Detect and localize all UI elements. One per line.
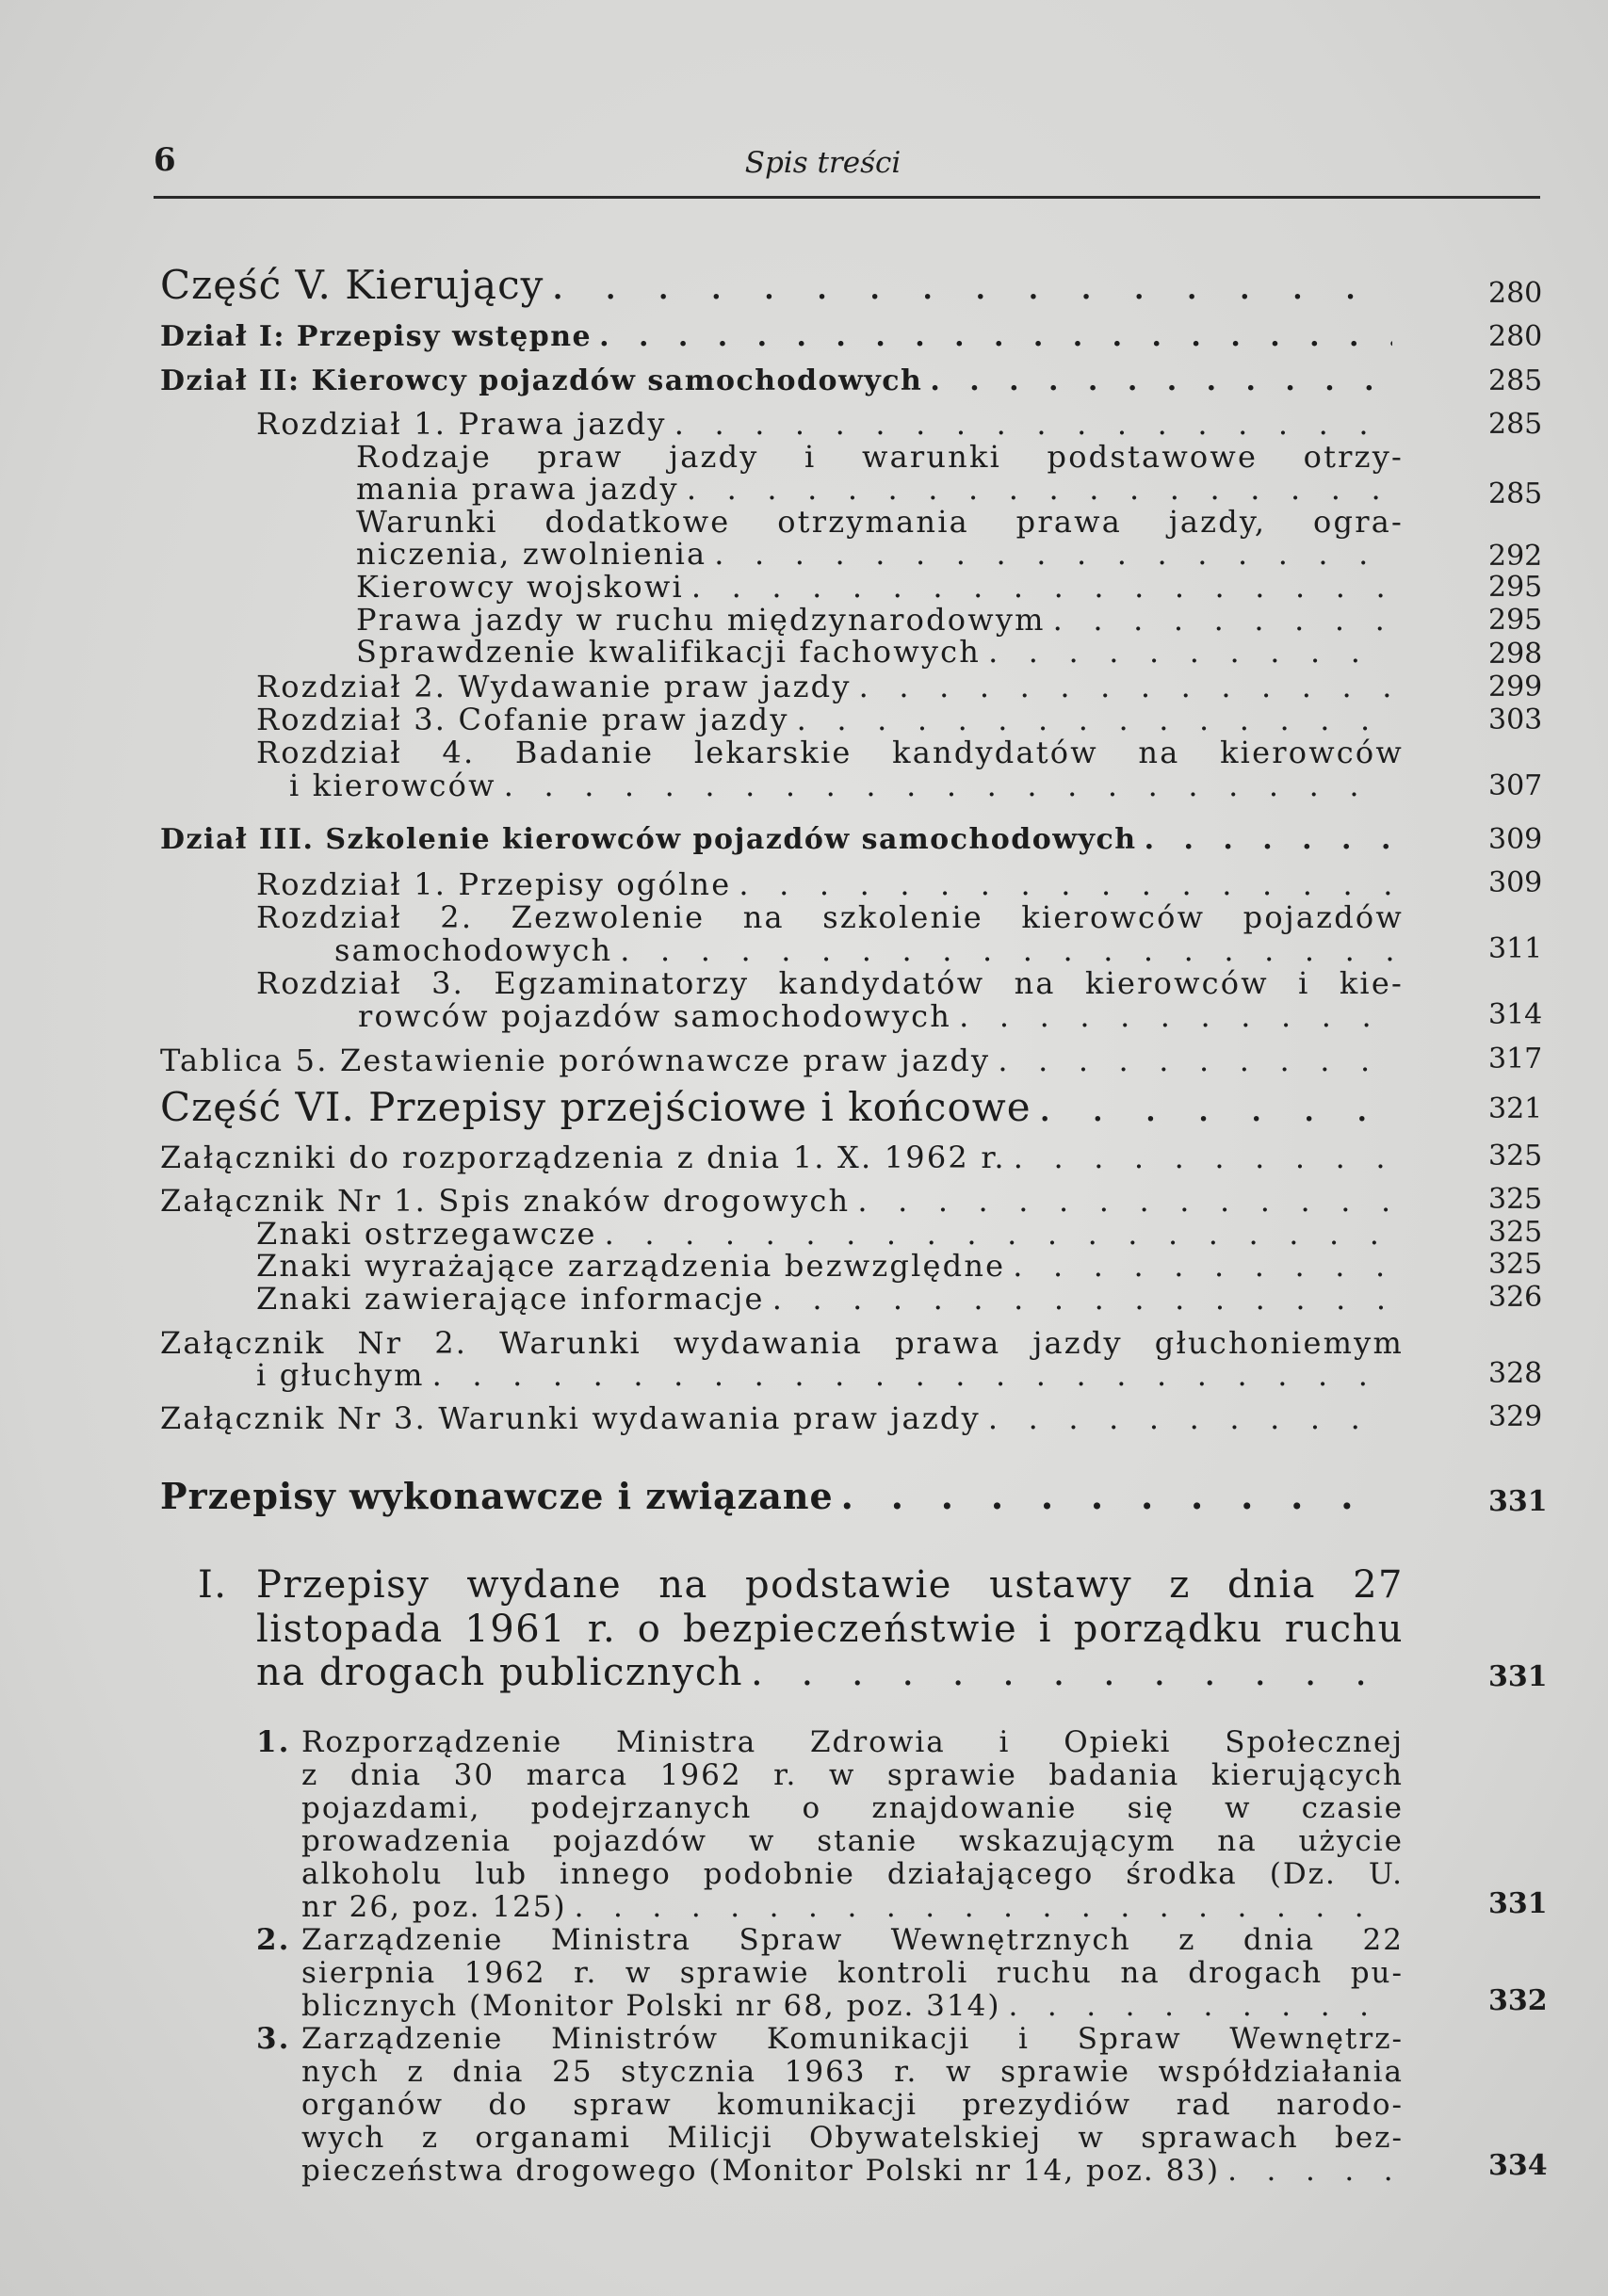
toc-entry-part6[interactable] [160,1084,1404,1130]
toc-entry-label: Załączniki do rozporządzenia z dnia 1. X. 1962 r. [160,1140,1006,1175]
item1-line5: alkoholu lub innego podobnie działającego środka (Dz. U. [301,1857,1404,1891]
section-title-line1: Przepisy wydane na podstawie ustawy z dnia 27 [256,1563,1404,1607]
toc-page-number: 331 [1488,1485,1548,1518]
toc-page-number: 285 [1488,408,1543,441]
toc-entry-r1c[interactable] [356,569,1404,605]
toc-entry-tablica5[interactable] [160,1043,1404,1078]
toc-entry-label: rowców pojazdów samochodowych [358,998,952,1034]
toc-entry-dzial1[interactable] [160,320,1404,353]
toc-entry-d3r2[interactable] [334,932,1404,968]
toc-entry-d3r2-line1: Rozdział 2. Zezwolenie na szkolenie kierowców pojazdów [256,899,1404,935]
toc-entry-label: Rozdział 1. Prawa jazdy [256,406,667,442]
list-item-number: 1. [256,1725,291,1759]
toc-entry-item1[interactable] [301,1890,1404,1924]
toc-entry-r2[interactable] [256,671,1404,702]
toc-entry-r3[interactable] [256,704,1404,735]
toc-entry-item2[interactable] [301,1989,1404,2023]
toc-page-number: 295 [1488,571,1543,604]
toc-entry-zal2[interactable] [256,1357,1404,1393]
item3-line3: organów do spraw komunikacji prezydiów rad narodo- [301,2088,1404,2122]
toc-page-number: 331 [1488,1660,1548,1693]
item3-line2: nych z dnia 25 stycznia 1963 r. w sprawie współdziałania [301,2055,1404,2089]
toc-page-number: 298 [1488,638,1543,671]
toc-page-number: 329 [1488,1400,1543,1433]
item3-line1: Zarządzenie Ministrów Komunikacji i Spraw Wewnętrz- [301,2022,1404,2056]
item2-line2: sierpnia 1962 r. w sprawie kontroli ruchu na drogach pu- [301,1956,1404,1990]
toc-entry-label: Dział I: Przepisy wstępne [160,320,593,353]
leader-dots [797,704,1392,735]
leader-dots [1053,605,1392,635]
item3-line4: wych z organami Milicji Obywatelskiej w sprawach bez- [301,2121,1404,2155]
toc-entry-section1[interactable] [256,1651,1404,1694]
toc-page-number: 317 [1488,1043,1543,1075]
toc-entry-r1e[interactable] [356,634,1404,670]
toc-entry-r1d[interactable] [356,602,1404,638]
toc-entry-label: Znaki zawierające informacje [256,1281,765,1317]
toc-entry-zal3[interactable] [160,1400,1404,1436]
list-item-number: 2. [256,1923,291,1957]
toc-page-number: 299 [1488,671,1543,703]
leader-dots [714,539,1392,569]
item2-line1: Zarządzenie Ministra Spraw Wewnętrznych z dnia 22 [301,1923,1404,1957]
leader-dots [739,869,1392,899]
toc-page-number: 321 [1488,1092,1543,1125]
toc-page-number: 325 [1488,1140,1543,1172]
toc-entry-label: Dział III. Szkolenie kierowców pojazdów samochodowych [160,823,1137,856]
toc-page-number: 325 [1488,1216,1543,1249]
item1-line4: prowadzenia pojazdów w stanie wskazującym na użycie [301,1824,1404,1858]
toc-entry-zal1[interactable] [160,1183,1404,1219]
toc-page-number: 328 [1488,1357,1543,1390]
item1-line2: z dnia 30 marca 1962 r. w sprawie badania kierujących [301,1758,1404,1792]
leader-dots [691,572,1392,602]
toc-page-number: 309 [1488,866,1543,899]
leader-dots [504,770,1392,800]
toc-entry-r4-line1: Rozdział 4. Badanie lekarskie kandydatów na kierowców [256,735,1404,770]
toc-entry-label: i głuchym [256,1357,425,1393]
leader-dots [859,671,1392,702]
toc-entry-r1b-line1: Warunki dodatkowe otrzymania prawa jazdy, ogra- [356,504,1404,540]
toc-entry-r1[interactable] [256,406,1404,442]
toc-page-number: 292 [1488,540,1543,573]
toc-entry-label: Przepisy wykonawcze i związane [160,1475,834,1517]
leader-dots [988,637,1392,667]
leader-dots [1008,1992,1392,2021]
toc-entry-label: Sprawdzenie kwalifikacji fachowych [356,634,982,670]
toc-entry-r1a-line1: Rodzaje praw jazdy i warunki podstawowe otrzy- [356,439,1404,475]
leader-dots [1039,1088,1392,1127]
header-rule [154,196,1540,199]
toc-page-number: 334 [1488,2149,1548,2182]
toc-entry-z1c[interactable] [256,1281,1404,1317]
toc-page-number: 309 [1488,823,1543,856]
leader-dots [959,1001,1392,1031]
toc-page-number: 285 [1488,364,1543,397]
leader-dots [751,1654,1392,1691]
toc-entry-label: Rozdział 1. Przepisy ogólne [256,866,732,902]
toc-entry-part5[interactable] [160,262,1404,308]
leader-dots [674,409,1392,439]
toc-entry-z1b[interactable] [256,1248,1404,1284]
toc-entry-zal2-line1: Załącznik Nr 2. Warunki wydawania prawa jazdy głuchoniemym [160,1325,1404,1361]
leader-dots [687,474,1392,504]
toc-page-number: 332 [1488,1984,1548,2017]
toc-page-number: 280 [1488,277,1543,310]
leader-dots [857,1186,1392,1216]
toc-page-number: 325 [1488,1248,1543,1281]
toc-entry-label: Załącznik Nr 3. Warunki wydawania praw jazdy [160,1400,981,1436]
section-title-line2: listopada 1961 r. o bezpieczeństwie i porządku ruchu [256,1608,1404,1651]
toc-entry-label: Znaki wyrażające zarządzenia bezwzględne [256,1248,1006,1284]
toc-entry-executive-regulations[interactable] [160,1475,1404,1517]
toc-entry-item3[interactable] [301,2154,1404,2188]
toc-entry-label: Rozdział 3. Cofanie praw jazdy [256,702,789,737]
item1-line3: pojazdami, podejrzanych o znajdowanie się w czasie [301,1791,1404,1825]
toc-entry-dzial2[interactable] [160,364,1404,397]
section-number: I. [198,1563,228,1607]
toc-entry-label: Kierowcy wojskowi [356,569,684,605]
leader-dots [1014,1142,1392,1172]
toc-entry-label: niczenia, zwolnienia [356,536,707,572]
toc-entry-r1a[interactable] [356,471,1404,507]
item1-line1: Rozporządzenie Ministra Zdrowia i Opieki Społecznej [301,1725,1404,1759]
leader-dots [599,323,1392,351]
toc-page-number: 314 [1488,998,1543,1031]
leader-dots [432,1360,1392,1390]
leader-dots [1013,1251,1392,1281]
toc-entry-r4[interactable] [289,768,1404,803]
toc-page-number: 311 [1488,932,1543,965]
toc-entry-label: Dział II: Kierowcy pojazdów samochodowych [160,364,923,397]
toc-entry-zalaczniki[interactable] [160,1140,1404,1175]
toc-entry-d3r1[interactable] [256,866,1404,902]
leader-dots [841,1479,1392,1514]
toc-page-number: 326 [1488,1281,1543,1314]
leader-dots [930,367,1392,396]
toc-entry-z1a[interactable] [256,1216,1404,1252]
toc-entry-label: Tablica 5. Zestawienie porównawcze praw jazdy [160,1043,991,1078]
toc-entry-label: Rozdział 2. Wydawanie praw jazdy [256,669,852,704]
toc-entry-label: Załącznik Nr 1. Spis znaków drogowych [160,1183,851,1219]
toc-entry-label: nr 26, poz. 125) [301,1890,567,1924]
toc-entry-d3r3-line1: Rozdział 3. Egzaminatorzy kandydatów na kierowców i kie- [256,965,1404,1001]
toc-entry-label: Znaki ostrzegawcze [256,1216,597,1252]
toc-page-number: 285 [1488,477,1543,510]
list-item-number: 3. [256,2022,291,2056]
toc-entry-label: samochodowych [334,932,613,968]
toc-page-number: 307 [1488,769,1543,802]
toc-entry-label: Prawa jazdy w ruchu międzynarodowym [356,602,1046,638]
toc-entry-label: mania prawa jazdy [356,471,679,507]
toc-entry-label: i kierowców [289,768,496,803]
toc-page-number: 303 [1488,703,1543,736]
leader-dots [551,266,1392,305]
leader-dots [772,1284,1392,1314]
leader-dots [1227,2157,1392,2186]
leader-dots [575,1893,1392,1922]
toc-entry-d3r3[interactable] [358,998,1404,1034]
leader-dots [988,1403,1392,1433]
toc-page-number: 295 [1488,604,1543,637]
page-number: 6 [154,141,176,179]
leader-dots [1145,826,1392,854]
leader-dots [998,1045,1392,1075]
toc-entry-label: na drogach publicznych [256,1651,744,1694]
toc-page-number: 331 [1488,1887,1548,1920]
running-title: Spis treści [744,146,901,180]
toc-entry-label: blicznych (Monitor Polski nr 68, poz. 314) [301,1989,1001,2023]
toc-entry-label: Część VI. Przepisy przejściowe i końcowe [160,1084,1031,1130]
leader-dots [620,935,1392,965]
toc-entry-r1b[interactable] [356,536,1404,572]
toc-entry-label: Część V. Kierujący [160,262,544,308]
toc-page-number: 325 [1488,1183,1543,1216]
toc-entry-label: pieczeństwa drogowego (Monitor Polski nr 14, poz. 83) [301,2154,1221,2188]
leader-dots [605,1219,1392,1249]
toc-page-number: 280 [1488,320,1543,353]
toc-entry-dzial3[interactable] [160,823,1404,856]
